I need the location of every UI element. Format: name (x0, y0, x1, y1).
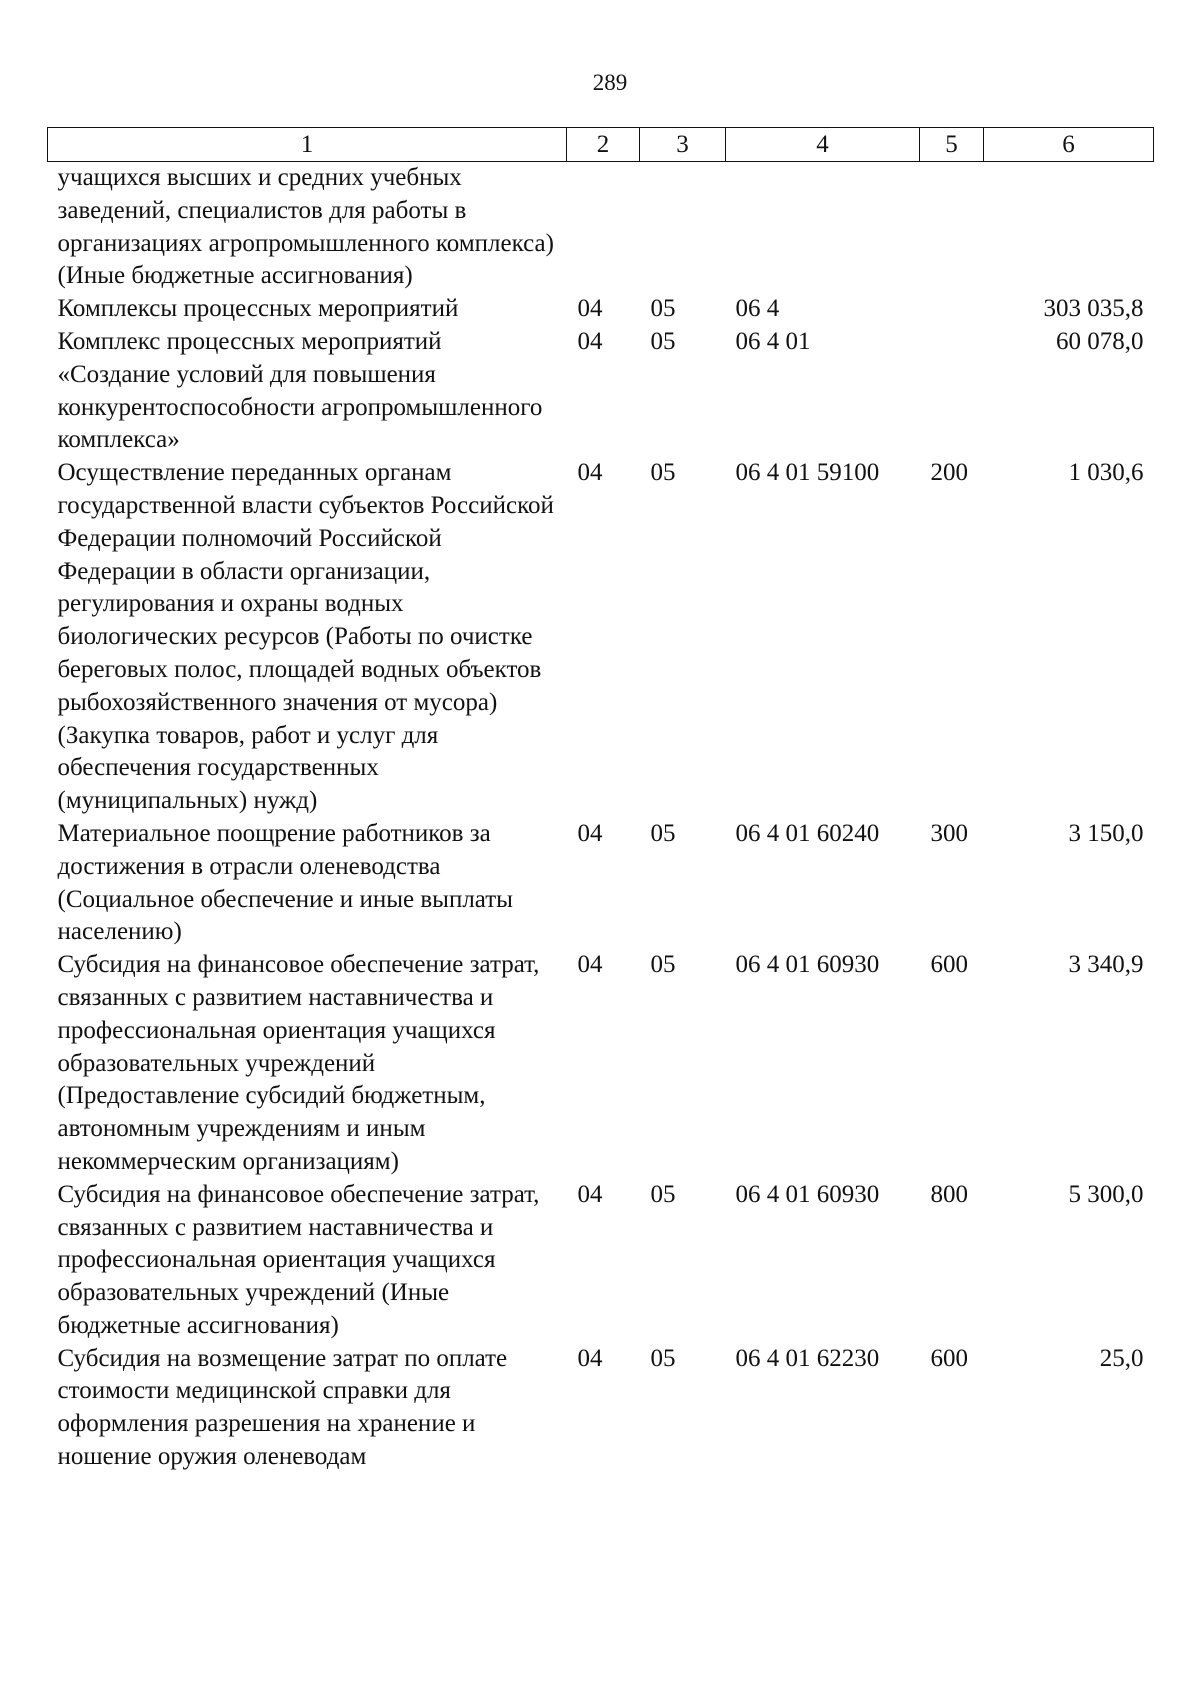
row-subsection (640, 162, 726, 294)
row-target-article: 06 4 (735, 295, 780, 323)
row-subsection: 05 (650, 327, 676, 355)
row-target-article: 06 4 01 (735, 327, 811, 355)
header-col-6: 6 (984, 128, 1154, 162)
row-amount: 5 300,0 (1068, 1180, 1144, 1208)
table-row (48, 1179, 1154, 1343)
row-subsection: 05 (650, 459, 676, 487)
header-col-2: 2 (567, 128, 640, 162)
row-target-article: 06 4 01 60930 (735, 1180, 880, 1208)
row-name: Осуществление переданных органам государственной власти субъектов Российской Федерации полномочий Российской Федерации в области организации, регулирования и охраны водных биологических ресурсов (Работы по очистке береговых полос, площадей водных объектов рыбохозяйственного значения от мусора) (Закупка товаров, работ и услуг для обеспечения государственных (муниципальных) нужд) (57, 459, 554, 815)
row-section: 04 (577, 819, 603, 847)
row-amount: 3 150,0 (1068, 819, 1144, 847)
row-target-article: 06 4 01 60240 (735, 819, 880, 847)
row-amount: 25,0 (1099, 1344, 1144, 1372)
table-row (48, 457, 1154, 818)
row-expense-type: 800 (930, 1180, 968, 1208)
row-name: Комплексы процессных мероприятий (57, 295, 459, 323)
table-body (48, 162, 1154, 1474)
row-expense-type: 600 (930, 951, 968, 979)
row-amount: 60 078,0 (1056, 327, 1144, 355)
table-row (48, 326, 1154, 457)
header-col-1: 1 (48, 128, 567, 162)
row-name: Комплекс процессных мероприятий «Создание условий для повышения конкурентоспособности агропромышленного комплекса» (57, 327, 543, 454)
row-expense-type (920, 162, 984, 294)
row-section: 04 (577, 951, 603, 979)
row-name: Субсидия на финансовое обеспечение затрат, связанных с развитием наставничества и профессиональная ориентация учащихся образовательных учреждений (Предоставление субсидий бюджетным, автономным учреждениям и иным некоммерческим организациям) (57, 951, 540, 1175)
row-expense-type: 300 (930, 819, 968, 847)
row-amount: 1 030,6 (1068, 459, 1144, 487)
row-target-article (726, 162, 920, 294)
row-section: 04 (577, 1180, 603, 1208)
row-name: Субсидия на финансовое обеспечение затрат, связанных с развитием наставничества и профессиональная ориентация учащихся образовательных учреждений (Иные бюджетные ассигнования) (57, 1180, 540, 1339)
row-amount: 3 340,9 (1068, 951, 1144, 979)
table-row (48, 949, 1154, 1179)
row-subsection: 05 (650, 1344, 676, 1372)
table-row (48, 293, 1154, 326)
row-subsection: 05 (650, 819, 676, 847)
row-expense-type: 200 (930, 459, 968, 487)
row-name: Материальное поощрение работников за достижения в отрасли оленеводства (Социальное обеспечение и иные выплаты населению) (57, 819, 513, 946)
header-col-4: 4 (726, 128, 920, 162)
table-row (48, 1343, 1154, 1474)
header-col-3: 3 (640, 128, 726, 162)
row-name: Субсидия на возмещение затрат по оплате стоимости медицинской справки для оформления разрешения на хранение и ношение оружия оленеводам (57, 1344, 508, 1471)
row-amount: 303 035,8 (1043, 295, 1144, 323)
row-expense-type (920, 326, 984, 457)
row-target-article: 06 4 01 59100 (735, 459, 880, 487)
row-section: 04 (577, 295, 603, 323)
table-row (48, 818, 1154, 949)
table-row (48, 162, 1154, 294)
row-section: 04 (577, 459, 603, 487)
row-subsection: 05 (650, 295, 676, 323)
row-expense-type (920, 293, 984, 326)
row-name: учащихся высших и средних учебных заведений, специалистов для работы в организациях агропромышленного комплекса) (Иные бюджетные ассигнования) (57, 164, 554, 290)
page-number: 289 (592, 70, 628, 95)
row-amount (984, 162, 1154, 294)
row-expense-type: 600 (930, 1344, 968, 1372)
row-subsection: 05 (650, 951, 676, 979)
row-section: 04 (577, 327, 603, 355)
budget-table (47, 127, 1154, 1474)
row-target-article: 06 4 01 60930 (735, 951, 880, 979)
header-col-5: 5 (920, 128, 984, 162)
row-subsection: 05 (650, 1180, 676, 1208)
row-section: 04 (577, 1344, 603, 1372)
row-section (567, 162, 640, 294)
row-target-article: 06 4 01 62230 (735, 1344, 880, 1372)
table-header (48, 128, 1154, 162)
